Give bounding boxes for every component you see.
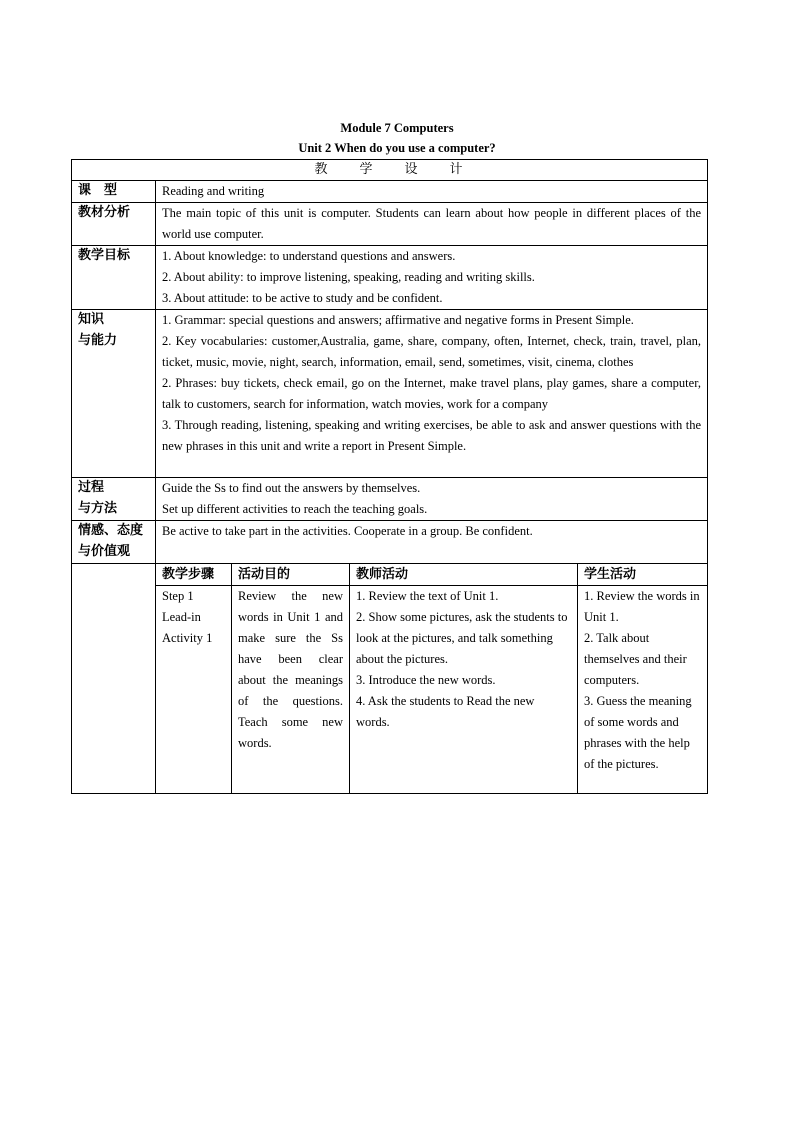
header-step: 教学步骤 bbox=[156, 563, 232, 585]
step-line: Activity 1 bbox=[162, 630, 213, 645]
process-line: Guide the Ss to find out the answers by themselves. bbox=[162, 481, 421, 495]
purpose-cell: Review the new words in Unit 1 and make sure the Ss have been clear about the meanings of the questions. Teach some new words. bbox=[232, 585, 350, 793]
teacher-line: 2. Show some pictures, ask the students to look at the pictures, and talk something about the pictures. bbox=[356, 609, 568, 666]
type-row bbox=[72, 181, 708, 203]
type-label: 课 型 bbox=[72, 181, 156, 203]
teacher-line: 1. Review the text of Unit 1. bbox=[356, 588, 499, 603]
emotion-label-line1: 情感、态度 bbox=[78, 523, 144, 538]
header-teacher: 教师活动 bbox=[350, 563, 578, 585]
type-content: Reading and writing bbox=[156, 181, 708, 203]
process-label bbox=[72, 478, 156, 521]
knowledge-line: 3. Through reading, listening, speaking and writing exercises, be able to ask and answer questions with the new phrases in this unit and write a report in Present Simple. bbox=[162, 418, 701, 453]
steps-blank-cell bbox=[72, 563, 156, 793]
page-subtitle: Unit 2 When do you use a computer? bbox=[298, 141, 496, 155]
knowledge-line: 1. Grammar: special questions and answers; affirmative and negative forms in Present Simple. bbox=[162, 313, 634, 327]
knowledge-line: 2. Key vocabularies: customer,Australia, game, share, company, often, Internet, check, train, travel, plan, ticket, music, movie, night, search, information, email, send, sometimes, visit, cinema, clothes bbox=[162, 334, 701, 369]
step-cell bbox=[156, 585, 232, 793]
goal-line: 1. About knowledge: to understand questions and answers. bbox=[162, 249, 456, 263]
student-line: 3. Guess the meaning of some words and phrases with the help of the pictures. bbox=[584, 693, 692, 771]
teacher-line: 4. Ask the students to Read the new words. bbox=[356, 693, 535, 729]
process-label-line1: 过程 bbox=[78, 480, 105, 495]
goal-line: 2. About ability: to improve listening, speaking, reading and writing skills. bbox=[162, 270, 535, 284]
analysis-content: The main topic of this unit is computer. Students can learn about how people in different places of the world use computer. bbox=[156, 203, 708, 246]
header-purpose: 活动目的 bbox=[232, 563, 350, 585]
process-label-line2: 与方法 bbox=[78, 500, 118, 516]
emotion-label-line2: 与价值观 bbox=[78, 543, 131, 559]
page-title: Module 7 Computers bbox=[340, 121, 454, 135]
knowledge-content bbox=[156, 310, 708, 478]
design-heading: 教学设计 bbox=[72, 160, 708, 181]
knowledge-line: 2. Phrases: buy tickets, check email, go on the Internet, make travel plans, play games, share a computer, talk to customers, search for information, watch movies, work for a company bbox=[162, 376, 701, 411]
teacher-line: 3. Introduce the new words. bbox=[356, 672, 496, 687]
emotion-label bbox=[72, 521, 156, 564]
design-heading-row bbox=[72, 160, 708, 181]
analysis-row bbox=[72, 203, 708, 246]
goals-label: 教学目标 bbox=[72, 246, 156, 310]
process-content bbox=[156, 478, 708, 521]
goal-line: 3. About attitude: to be active to study and be confident. bbox=[162, 291, 443, 305]
lesson-plan-table bbox=[71, 159, 708, 794]
emotion-row bbox=[72, 521, 708, 564]
knowledge-label bbox=[72, 310, 156, 478]
teacher-cell bbox=[350, 585, 578, 793]
student-cell bbox=[578, 585, 708, 793]
process-row bbox=[72, 478, 708, 521]
step-line: Lead-in bbox=[162, 609, 201, 624]
knowledge-row bbox=[72, 310, 708, 478]
analysis-label: 教材分析 bbox=[72, 203, 156, 246]
step-line: Step 1 bbox=[162, 588, 194, 603]
header-student: 学生活动 bbox=[578, 563, 708, 585]
goals-content bbox=[156, 246, 708, 310]
process-line: Set up different activities to reach the teaching goals. bbox=[162, 502, 428, 516]
knowledge-label-line1: 知识 bbox=[78, 312, 105, 327]
steps-content-row bbox=[72, 585, 708, 793]
student-line: 1. Review the words in Unit 1. bbox=[584, 588, 700, 624]
knowledge-label-line2: 与能力 bbox=[78, 332, 118, 348]
goals-row bbox=[72, 246, 708, 310]
steps-header-row bbox=[72, 563, 708, 585]
emotion-content: Be active to take part in the activities. Cooperate in a group. Be confident. bbox=[156, 521, 708, 564]
student-line: 2. Talk about themselves and their computers. bbox=[584, 630, 687, 687]
